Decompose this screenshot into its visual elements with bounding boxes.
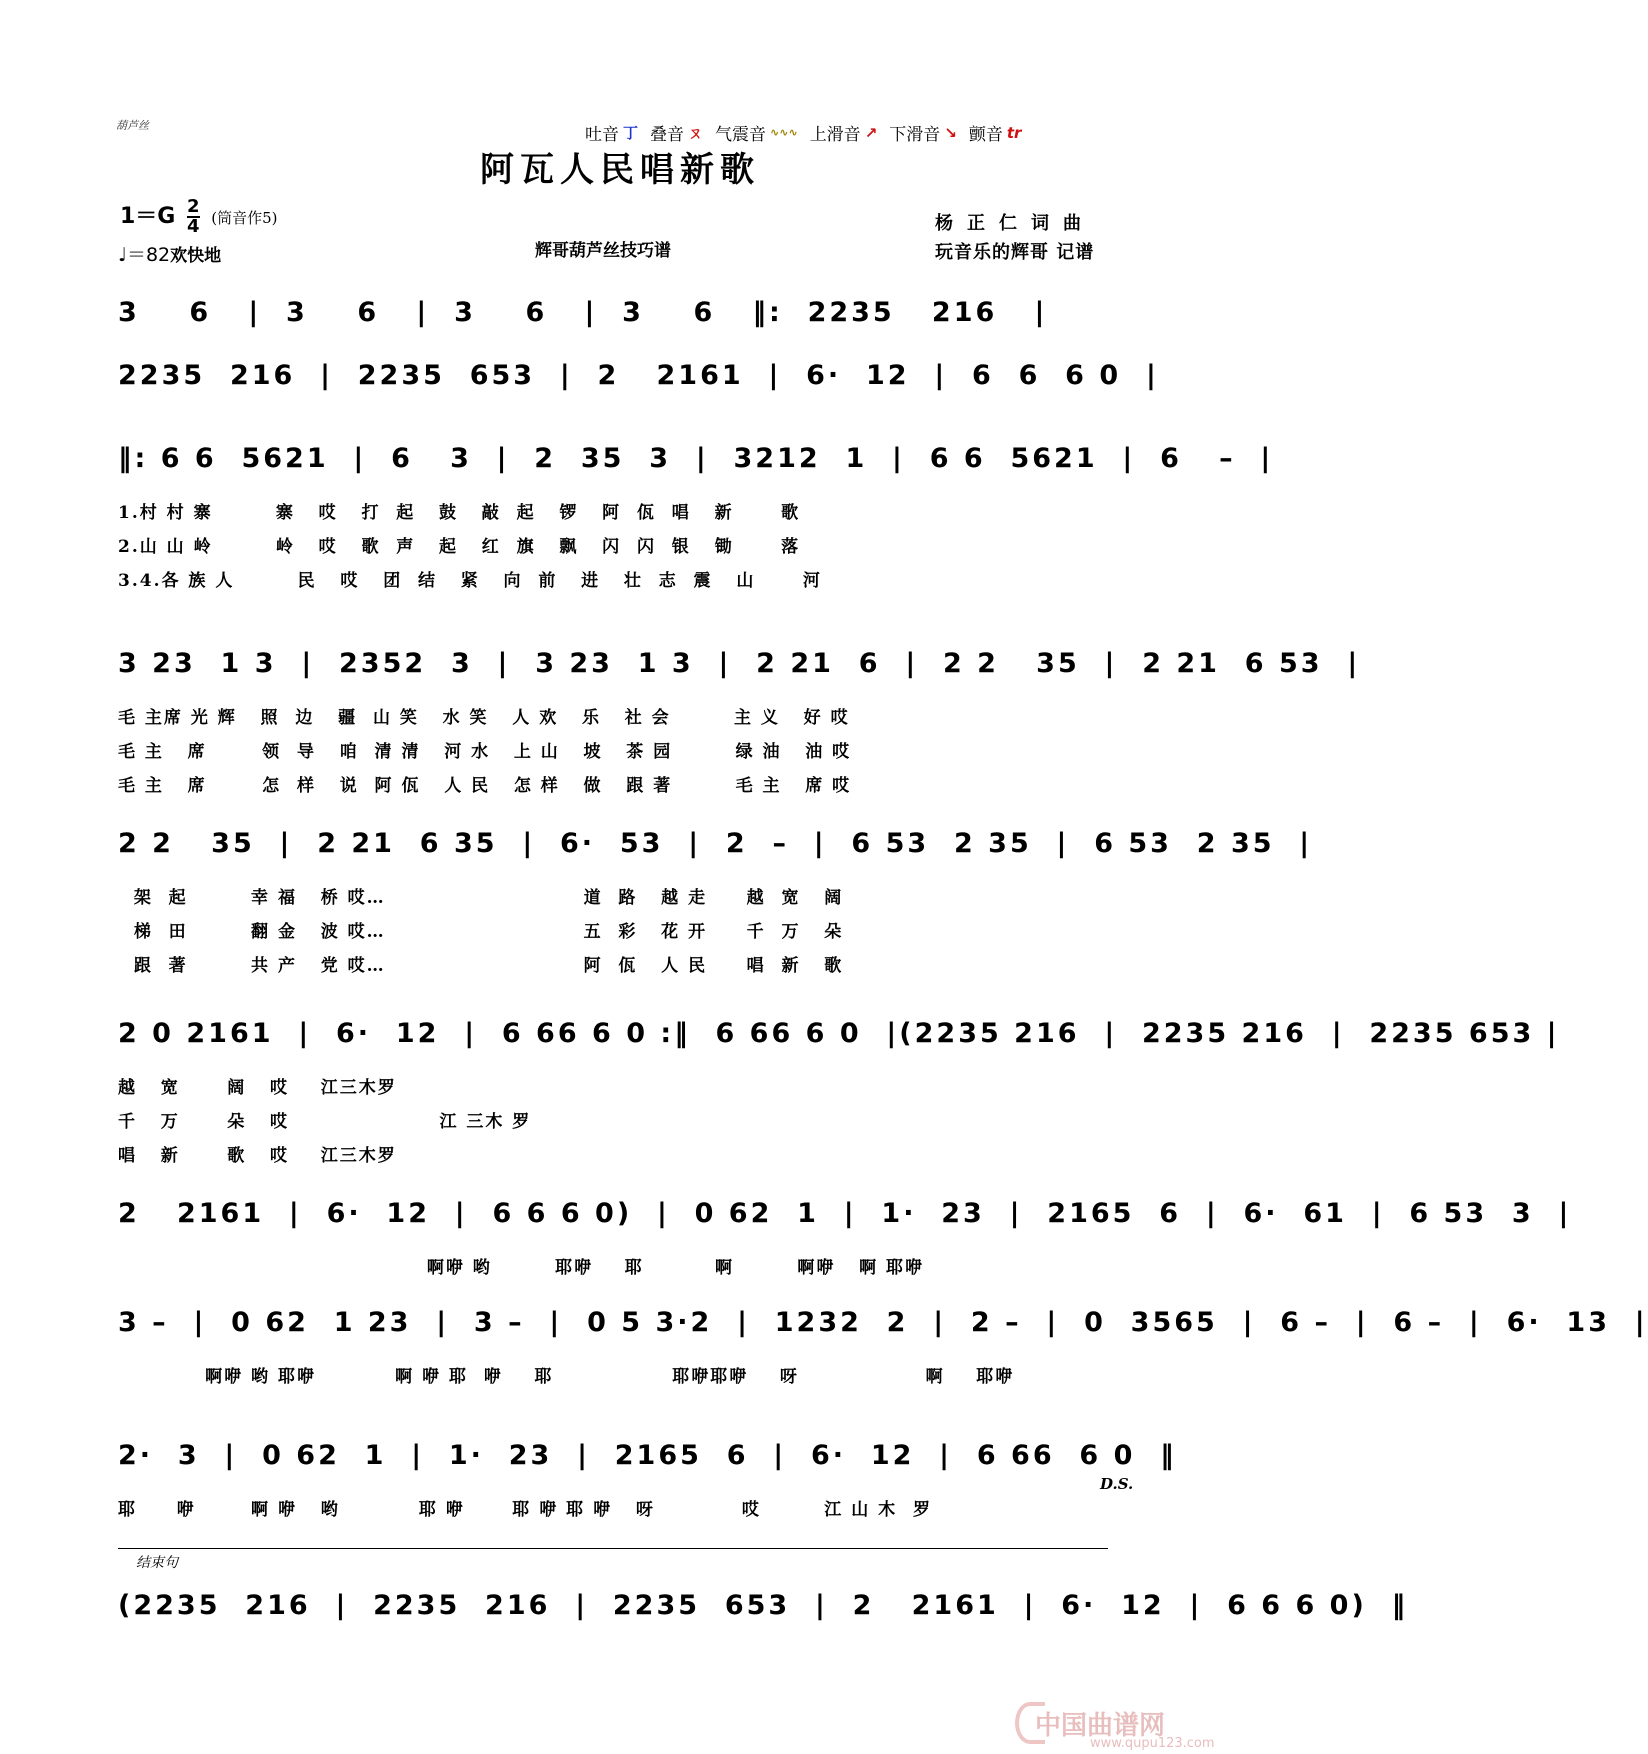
- ending-label: 结束句: [136, 1555, 178, 1571]
- notation-row: 2235 216 | 2235 653 | 2 2161 | 6· 12 | 6 6 6 0 |: [118, 360, 1159, 391]
- time-numerator: 2: [187, 196, 200, 217]
- fingering-note: (筒音作5): [211, 209, 278, 227]
- lyric-line: 毛 主 席 领 导 咱 清 清 河 水 上 山 坡 茶 园 绿 油 油 哎: [118, 742, 852, 762]
- time-denominator: 4: [187, 216, 200, 237]
- lyric-line: 2.山 山 岭 岭 哎 歌 声 起 红 旗 飘 闪 闪 银 锄 落: [118, 537, 801, 557]
- tempo-bpm: ＝82: [126, 244, 171, 266]
- ending-bracket: [118, 1548, 1108, 1549]
- legend-label: 颤音: [968, 125, 1003, 145]
- tongue-icon: 丁: [623, 124, 639, 142]
- lyric-line: 梯 田 翻 金 波 哎… 五 彩 花 开 千 万 朵: [118, 922, 844, 942]
- lyric-line: 唱 新 歌 哎 江三木罗: [118, 1146, 397, 1166]
- song-title: 阿瓦人民唱新歌: [480, 150, 760, 190]
- lyric-line: 千 万 朵 哎 江 三木 罗: [118, 1112, 532, 1132]
- site-watermark: 中国曲谱网: [1035, 1711, 1166, 1741]
- notation-row: 2 0 2161 | 6· 12 | 6 66 6 0 :‖ 6 66 6 0 |(2235 216 | 2235 216 | 2235 653 |: [118, 1018, 1560, 1049]
- notation-row: 2 2 35 | 2 21 6 35 | 6· 53 | 2 – | 6 53 2 35 | 6 53 2 35 |: [118, 828, 1313, 859]
- instrument-label: 葫芦丝: [116, 119, 149, 132]
- double-icon: ㄡ: [688, 124, 704, 142]
- dal-segno-mark: D.S.: [1100, 1475, 1134, 1493]
- notation-row: 2· 3 | 0 62 1 | 1· 23 | 2165 6 | 6· 12 | 6 66 6 0 ‖: [118, 1440, 1177, 1471]
- notation-row: (2235 216 | 2235 216 | 2235 653 | 2 2161 | 6· 12 | 6 6 6 0) ‖: [118, 1590, 1409, 1621]
- lyric-line: 耶 咿 啊 咿 哟 耶 咿 耶 咿 耶 咿 呀 哎 江 山 木 罗: [118, 1500, 932, 1520]
- quarter-note-icon: ♩: [118, 244, 127, 266]
- key-signature: [120, 198, 278, 236]
- lyric-line: 越 宽 阔 哎 江三木罗: [118, 1078, 397, 1098]
- legend-label: 上滑音: [809, 125, 861, 145]
- time-signature: [187, 198, 200, 236]
- transcriber-credit: 玩音乐的辉哥 记谱: [935, 242, 1095, 263]
- tempo-marking: [118, 240, 221, 267]
- lyricist-credit: 杨正仁词曲: [935, 213, 1095, 234]
- lyric-line: 毛 主 席 怎 样 说 阿 佤 人 民 怎 样 做 跟 著 毛 主 席 哎: [118, 776, 852, 796]
- lyric-line: 3.4.各 族 人 民 哎 团 结 紧 向 前 进 壮 志 震 山 河: [118, 571, 822, 591]
- slide-down-icon: ↘: [944, 123, 957, 142]
- legend-label: 气震音: [715, 125, 767, 145]
- lyric-line: 啊咿 哟 耶咿 耶 啊 啊咿 啊 耶咿: [118, 1258, 925, 1278]
- legend-label: 下滑音: [889, 125, 941, 145]
- notation-row: 3 6 | 3 6 | 3 6 | 3 6 ‖: 2235 216 |: [118, 297, 1048, 328]
- lyric-line: 啊咿 哟 耶咿 啊 咿 耶 咿 耶 耶咿耶咿 呀 啊 耶咿: [118, 1367, 1015, 1387]
- lyric-line: 毛 主席 光 辉 照 边 疆 山 笑 水 笑 人 欢 乐 社 会 主 义 好 哎: [118, 708, 850, 728]
- trill-icon: tr: [1006, 123, 1022, 142]
- tempo-text: 欢快地: [170, 246, 222, 266]
- vibrato-icon: ∿∿∿: [770, 126, 798, 139]
- legend-label: 叠音: [650, 125, 685, 145]
- notation-row: ‖: 6 6 5621 | 6 3 | 2 35 3 | 3212 1 | 6 6 5621 | 6 – |: [118, 443, 1274, 474]
- subtitle: 辉哥葫芦丝技巧谱: [535, 241, 671, 261]
- notation-row: 2 2161 | 6· 12 | 6 6 6 0) | 0 62 1 | 1· 23 | 2165 6 | 6· 61 | 6 53 3 |: [118, 1198, 1572, 1229]
- lyric-line: 1.村 村 寨 寨 哎 打 起 鼓 敲 起 锣 阿 佤 唱 新 歌: [118, 503, 801, 523]
- lyric-line: 架 起 幸 福 桥 哎… 道 路 越 走 越 宽 阔: [118, 888, 844, 908]
- legend-label: 吐音: [585, 125, 619, 145]
- slide-up-icon: ↗: [864, 123, 878, 142]
- notation-row: 3 – | 0 62 1 23 | 3 – | 0 5 3·2 | 1232 2 | 2 – | 0 3565 | 6 – | 6 – | 6· 13 |: [118, 1307, 1648, 1338]
- lyric-line: 跟 著 共 产 党 哎… 阿 佤 人 民 唱 新 歌: [118, 956, 844, 976]
- key-name: 1＝G: [120, 204, 176, 229]
- site-url: www.qupu123.com: [1090, 1736, 1215, 1751]
- notation-row: 3 23 1 3 | 2352 3 | 3 23 1 3 | 2 21 6 | 2 2 35 | 2 21 6 53 |: [118, 648, 1361, 679]
